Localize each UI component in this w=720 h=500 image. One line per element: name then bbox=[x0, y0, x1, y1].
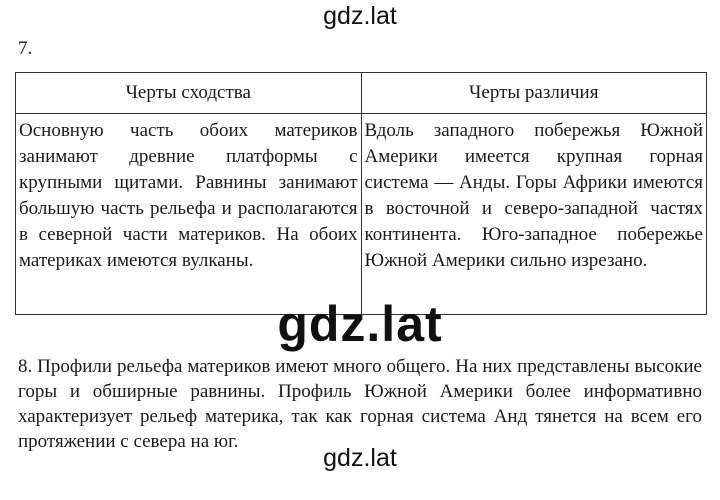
task-7-number: 7. bbox=[18, 38, 33, 59]
header-differences: Черты различия bbox=[361, 73, 707, 114]
task-8-paragraph: 8. Профили рельефа материков имеют много общего. На них представлены высокие горы и обширные равнины. Профиль Южной Америки более информативно характеризует рельеф материка, так как горная система Анд тянется на всем его протяжении с севера на юг. bbox=[18, 356, 702, 452]
header-similarities: Черты сходства bbox=[16, 73, 362, 114]
cell-differences: Вдоль западного побережья Южной Америки имеется крупная горная система — Анды. Горы Африки имеются в восточной и северо-западной частях континента. Юго-западное побережье Южной Америки сильно изрезано. bbox=[361, 114, 707, 315]
table-header-row bbox=[16, 73, 707, 114]
cell-similarities: Основную часть обоих материков занимают древние платформы с крупными щитами. Равнины занимают большую часть рельефа и располагаются в северной части материков. На обоих материках имеются вулканы. bbox=[16, 114, 362, 315]
table-row bbox=[16, 114, 707, 315]
comparison-table bbox=[15, 72, 707, 315]
watermark-bottom: gdz.lat bbox=[323, 444, 397, 472]
watermark-top: gdz.lat bbox=[323, 2, 397, 30]
watermark-middle: gdz.lat bbox=[277, 296, 443, 352]
